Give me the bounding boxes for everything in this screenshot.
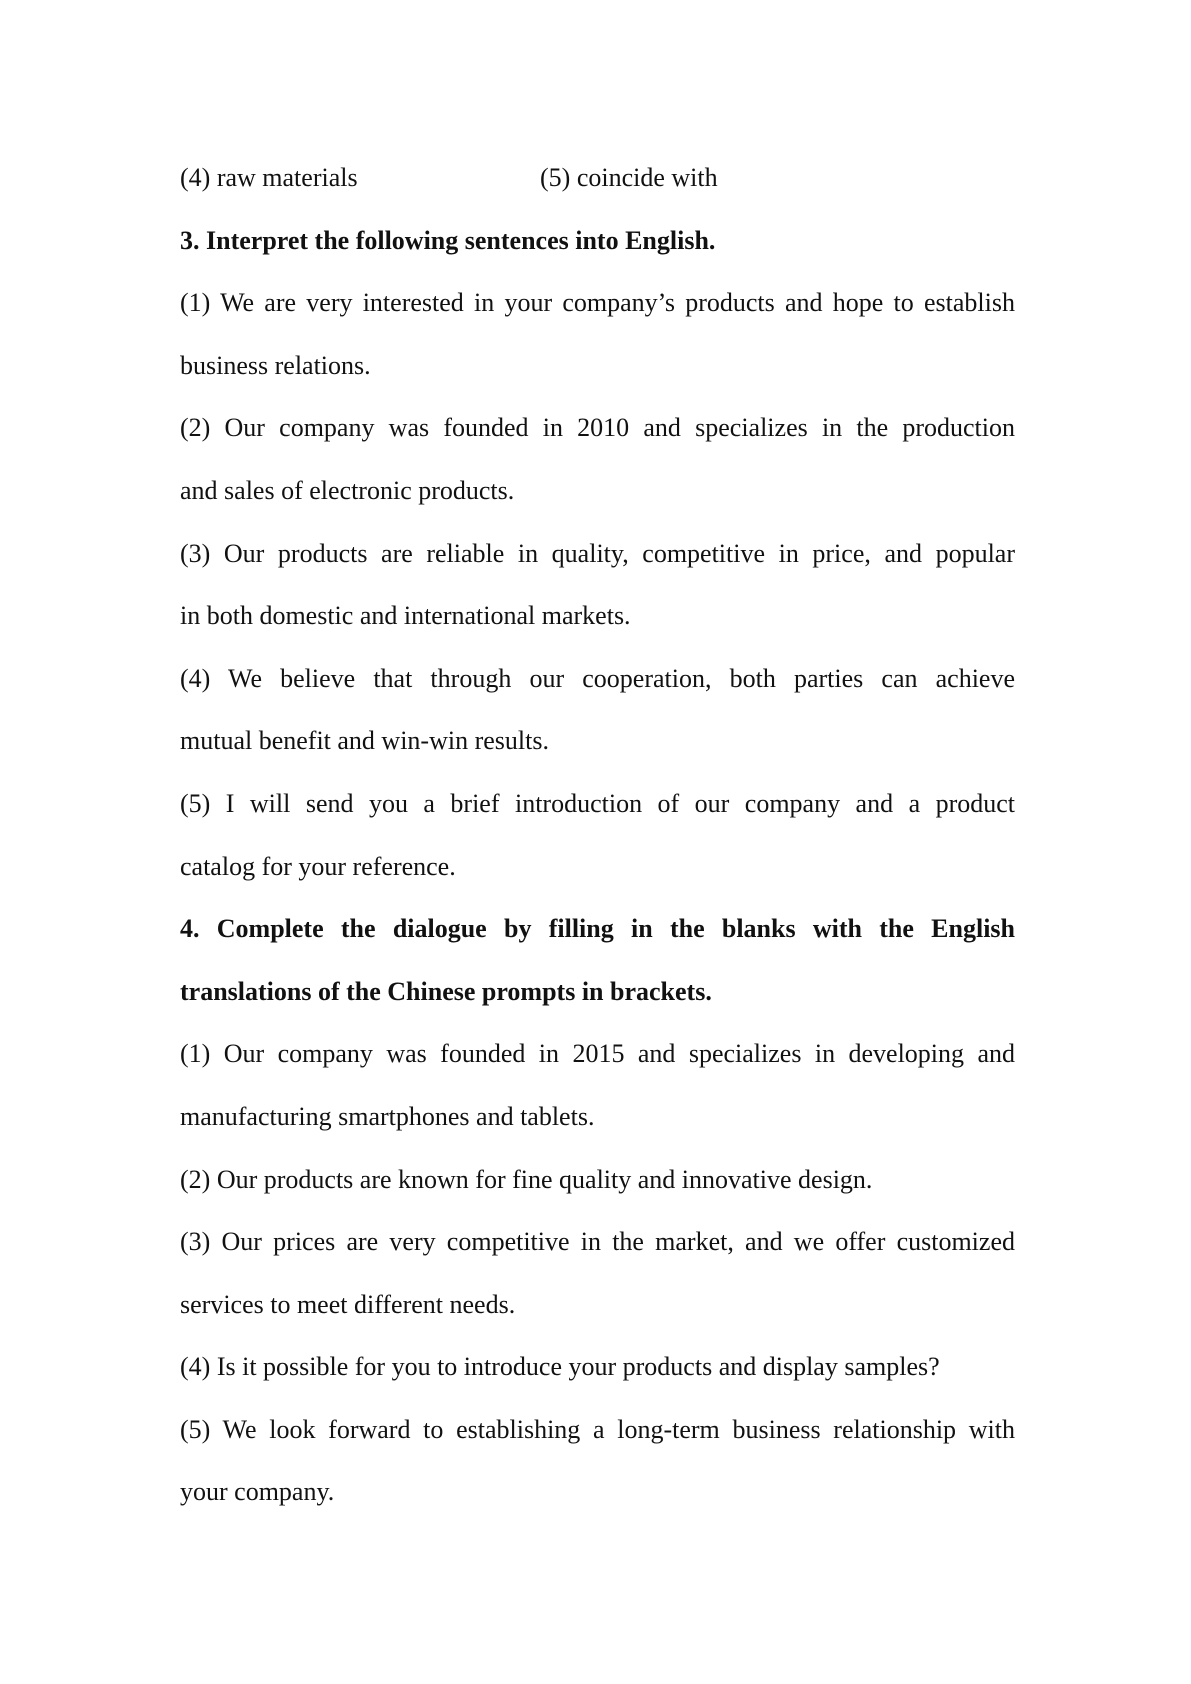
s4-item-3-line-1: (3) Our prices are very competitive in the market, and we offer customized <box>180 1227 1015 1257</box>
section-4-heading-line-2: translations of the Chinese prompts in brackets. <box>180 976 712 1006</box>
section-4-heading-line-1: 4. Complete the dialogue by filling in the blanks with the English <box>180 914 1015 944</box>
s4-item-1-line-2: manufacturing smartphones and tablets. <box>180 1101 595 1131</box>
s4-item-3-line-2: services to meet different needs. <box>180 1289 516 1319</box>
s4-item-1-line-1: (1) Our company was founded in 2015 and specializes in developing and <box>180 1039 1015 1069</box>
document-page <box>180 147 1015 1524</box>
s4-item-4-line-1: (4) Is it possible for you to introduce your products and display samples? <box>180 1352 940 1382</box>
s3-item-4-line-2: mutual benefit and win-win results. <box>180 726 549 756</box>
s4-item-5-line-2: your company. <box>180 1477 335 1507</box>
s3-item-1-line-2: business relations. <box>180 350 371 380</box>
vocab-item-5: (5) coincide with <box>540 163 718 192</box>
vocab-row <box>180 147 1015 210</box>
section-3-heading: 3. Interpret the following sentences into English. <box>180 225 716 255</box>
s4-item-5-line-1: (5) We look forward to establishing a long-term business relationship with <box>180 1414 1015 1444</box>
s3-item-5-line-2: catalog for your reference. <box>180 851 456 881</box>
s3-item-5-line-1: (5) I will send you a brief introduction of our company and a product <box>180 788 1015 818</box>
s3-item-2-line-1: (2) Our company was founded in 2010 and specializes in the production <box>180 413 1015 443</box>
s3-item-1-line-1: (1) We are very interested in your company’s products and hope to establish <box>180 288 1015 318</box>
vocab-item-4: (4) raw materials <box>180 163 358 192</box>
s3-item-2-line-2: and sales of electronic products. <box>180 475 515 505</box>
s4-item-2-line-1: (2) Our products are known for fine quality and innovative design. <box>180 1164 873 1194</box>
s3-item-4-line-1: (4) We believe that through our cooperation, both parties can achieve <box>180 663 1015 693</box>
s3-item-3-line-1: (3) Our products are reliable in quality, competitive in price, and popular <box>180 538 1015 568</box>
s3-item-3-line-2: in both domestic and international markets. <box>180 601 631 631</box>
